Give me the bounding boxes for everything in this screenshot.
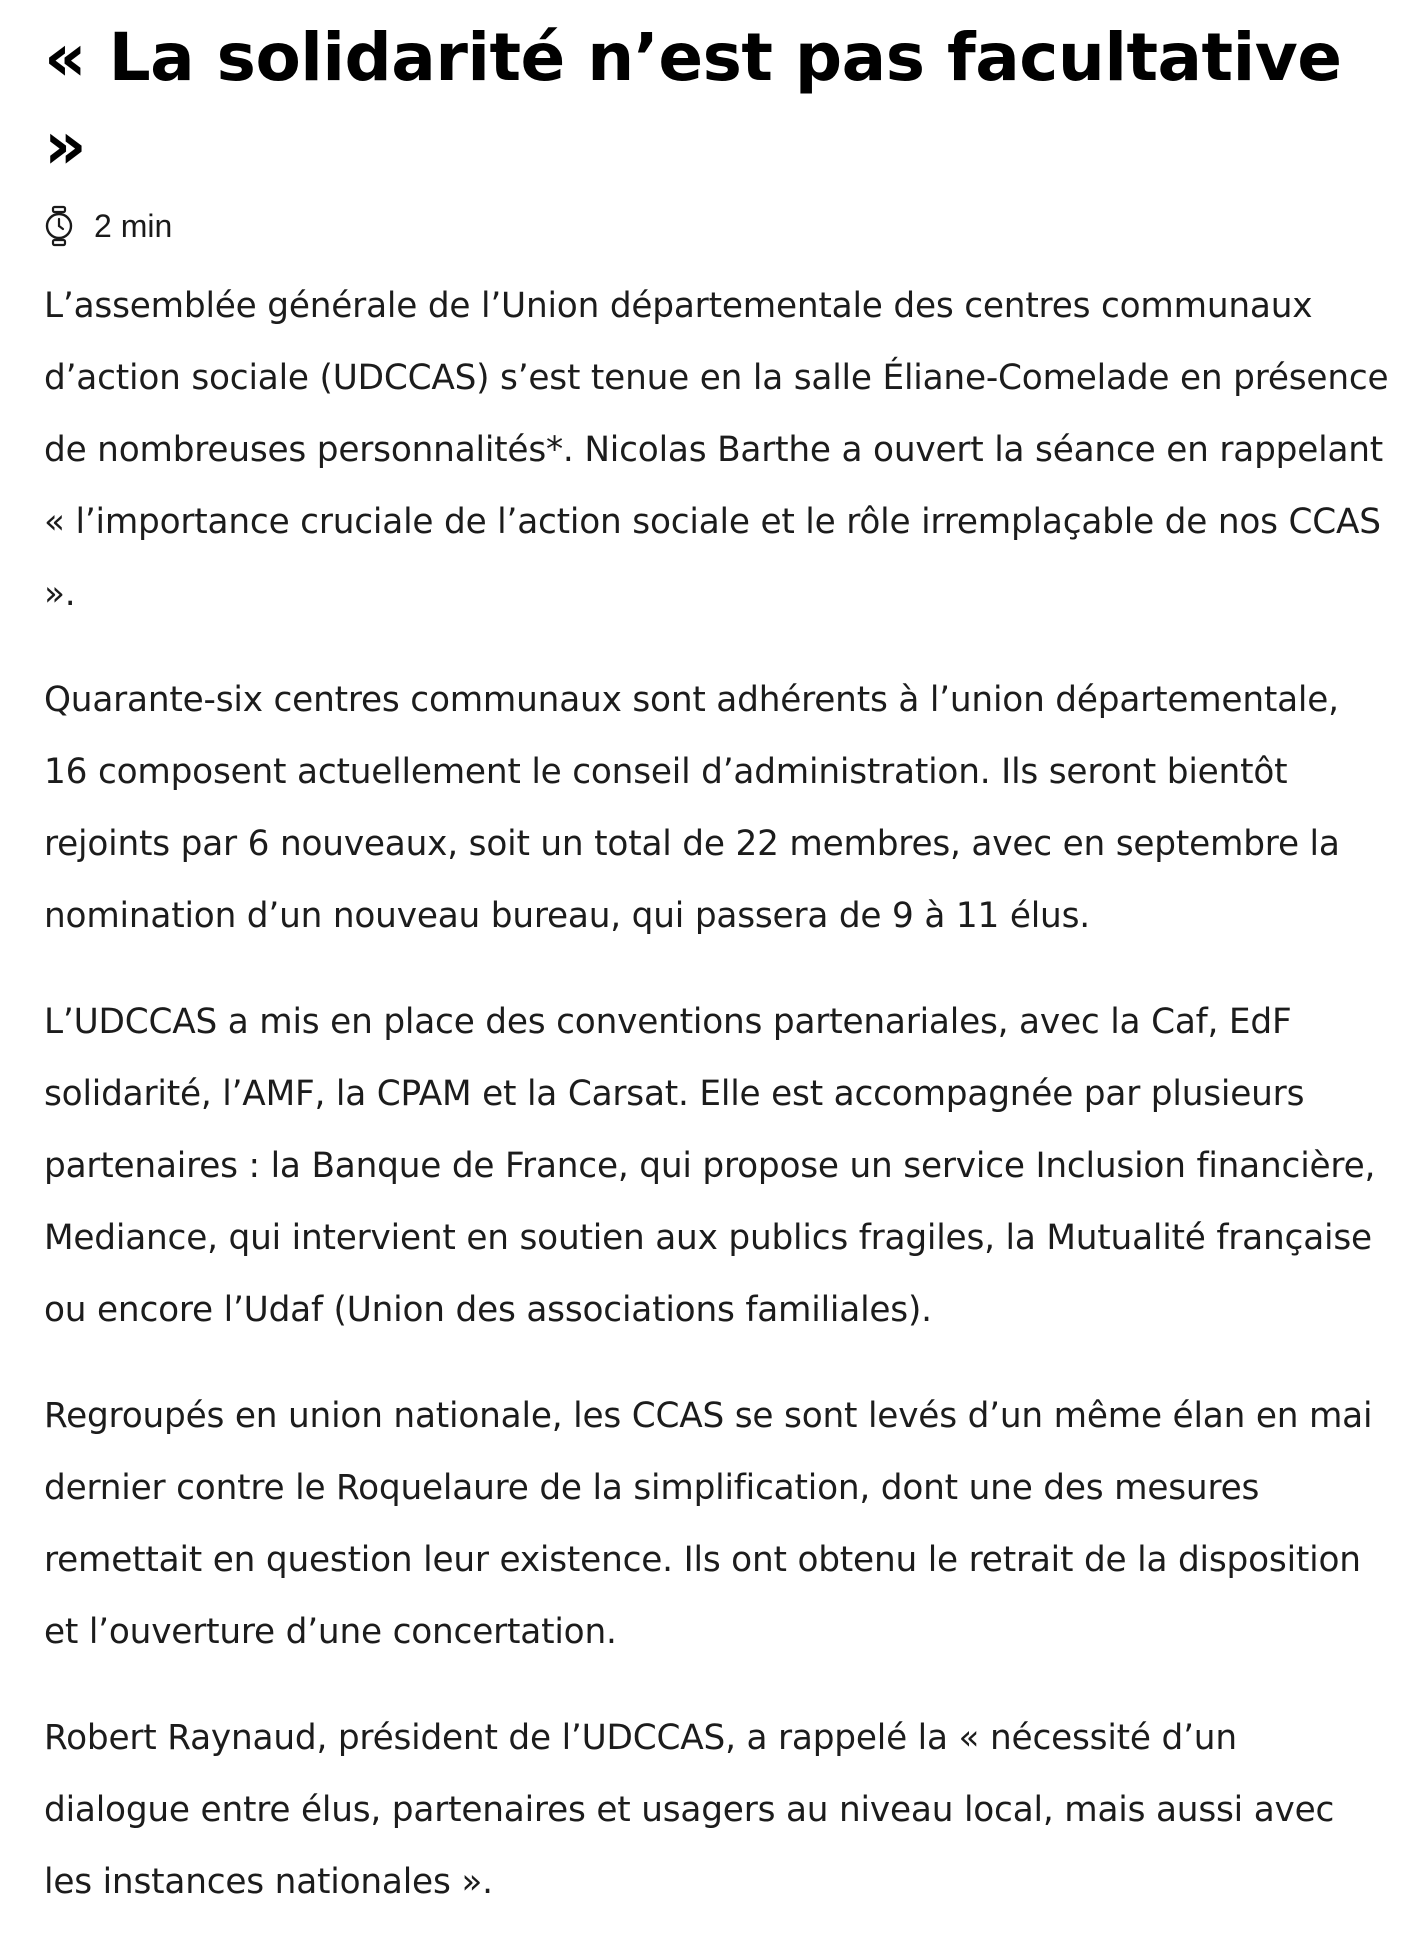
article [44, 14, 1389, 1952]
stopwatch-icon [44, 205, 74, 247]
article-title: « La solidarité n’est pas facultative » [44, 19, 1342, 184]
paragraph: Quarante-six centres communaux sont adhérents à l’union départementale, 16 composent actuellement le conseil d’administration. Ils seront bientôt rejoints par 6 nouveaux, soit un total de 22 membres, avec en septembre la nomination d’un nouveau bureau, qui passera de 9 à 11 élus. [44, 680, 1340, 936]
paragraph: Regroupés en union nationale, les CCAS se sont levés d’un même élan en mai dernier contre le Roquelaure de la simplification, dont une des mesures remettait en question leur existence. Ils ont obtenu le retrait de la disposition et l’ouverture d’une concertation. [44, 1396, 1373, 1652]
paragraph: L’UDCCAS a mis en place des conventions partenariales, avec la Caf, EdF solidarité, l’AMF, la CPAM et la Carsat. Elle est accompagnée par plusieurs partenaires : la Banque de France, qui propose un service Inclusion financière, Mediance, qui intervient en soutien aux publics fragiles, la Mutualité française ou encore l’Udaf (Union des associations familiales). [44, 1002, 1376, 1330]
read-time-meta [44, 204, 1389, 248]
paragraph: L’assemblée générale de l’Union départementale des centres communaux d’action sociale (UDCCAS) s’est tenue en la salle Éliane-Comelade en présence de nombreuses personnalités*. Nicolas Barthe a ouvert la séance en rappelant « l’importance cruciale de l’action sociale et le rôle irremplaçable de nos CCAS ». [44, 286, 1389, 614]
article-body [44, 270, 1389, 1918]
read-time-label: 2 min [94, 207, 173, 244]
paragraph: Robert Raynaud, président de l’UDCCAS, a rappelé la « nécessité d’un dialogue entre élus, partenaires et usagers au niveau local, mais aussi avec les instances nationales ». [44, 1718, 1335, 1902]
